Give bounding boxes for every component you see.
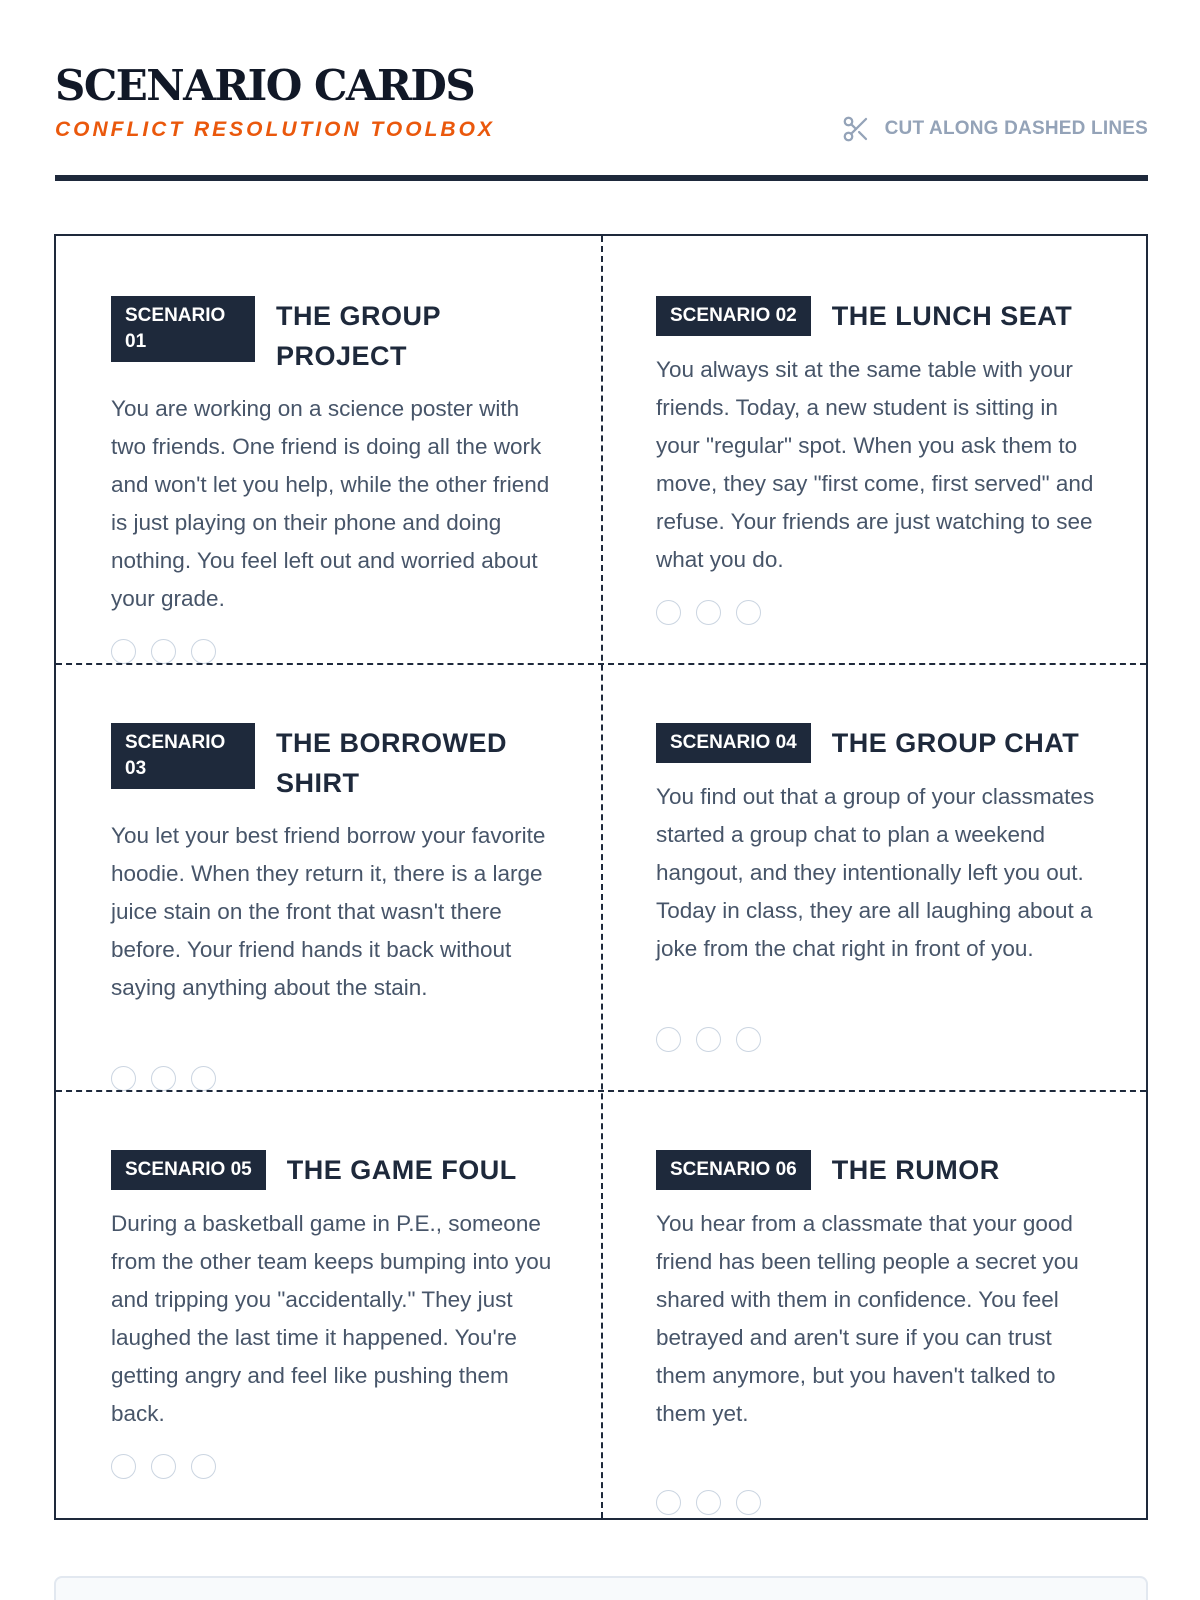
vertical-cut-line: [601, 236, 603, 1518]
card-header: [111, 296, 526, 376]
rating-circle[interactable]: [696, 1490, 721, 1515]
cut-instruction-text: CUT ALONG DASHED LINES: [884, 118, 1148, 139]
rating-circles: [111, 1066, 216, 1091]
scenario-badge: SCENARIO 02: [656, 296, 811, 336]
rating-circle[interactable]: [656, 1027, 681, 1052]
horizontal-cut-line: [56, 1090, 1146, 1092]
rating-circle[interactable]: [696, 1027, 721, 1052]
scenario-card-grid: [54, 234, 1148, 1520]
scenario-title: THE GAME FOUL: [286, 1155, 517, 1185]
scenario-text: You hear from a classmate that your good friend has been telling people a secret you shared with them in confidence. You feel betrayed and aren't sure if you can trust them anymore, but you haven't talked to them yet.: [656, 1211, 1079, 1426]
scenario-card: [601, 663, 1146, 1090]
rating-circle[interactable]: [656, 600, 681, 625]
scissors-icon: [841, 114, 871, 144]
card-header: [656, 723, 1079, 763]
page-subtitle: CONFLICT RESOLUTION TOOLBOX: [55, 118, 495, 141]
scenario-text: You find out that a group of your classmates started a group chat to plan a weekend hangout, and they intentionally left you out. Today in class, they are all laughing about a joke from the chat right in front of you.: [656, 784, 1095, 961]
rating-circle[interactable]: [111, 1454, 136, 1479]
rating-circles: [656, 600, 761, 625]
header-rule: [55, 175, 1148, 181]
scenario-badge: SCENARIO 03: [111, 723, 255, 789]
cut-instruction: [841, 114, 1148, 144]
scenario-badge: SCENARIO 06: [656, 1150, 811, 1190]
scenario-title: THE RUMOR: [831, 1155, 1000, 1185]
rating-circles: [656, 1490, 761, 1515]
scenario-card: [601, 236, 1146, 663]
scenario-title: THE GROUP CHAT: [831, 728, 1080, 758]
scenario-card: [56, 236, 601, 663]
scenario-card: [601, 1090, 1146, 1517]
rating-circle[interactable]: [736, 1027, 761, 1052]
rating-circles: [111, 1454, 216, 1479]
scenario-title: THE GROUP PROJECT: [276, 301, 441, 371]
rating-circles: [111, 639, 216, 664]
page-header: [55, 58, 1148, 181]
scenario-title: THE BORROWED SHIRT: [276, 728, 507, 798]
rating-circle[interactable]: [736, 1490, 761, 1515]
scenario-text: You always sit at the same table with your friends. Today, a new student is sitting in your "regular" spot. When you ask them to move, they say "first come, first served" and refuse. Your friends are just watching to see what you do.: [656, 357, 1094, 572]
horizontal-cut-line: [56, 663, 1146, 665]
rating-circle[interactable]: [191, 1454, 216, 1479]
scenario-text: You let your best friend borrow your favorite hoodie. When they return it, there is a large juice stain on the front that wasn't there before. Your friend hands it back without saying anything about the stain.: [111, 823, 546, 1000]
card-header: [656, 296, 1072, 336]
card-header: [656, 1150, 1000, 1190]
rating-circle[interactable]: [111, 639, 136, 664]
scenario-badge: SCENARIO 01: [111, 296, 255, 362]
scenario-text: You are working on a science poster with two friends. One friend is doing all the work and won't let you help, while the other friend is just playing on their phone and doing nothing. You feel left out and worried about your grade.: [111, 396, 550, 611]
card-header: [111, 723, 526, 803]
page-title: SCENARIO CARDS: [55, 61, 475, 110]
scenario-title: THE LUNCH SEAT: [831, 301, 1073, 331]
rating-circle[interactable]: [696, 600, 721, 625]
rating-circle[interactable]: [111, 1066, 136, 1091]
rating-circle[interactable]: [151, 1066, 176, 1091]
scenario-card: [56, 663, 601, 1090]
rating-circle[interactable]: [736, 600, 761, 625]
footer-panel: [54, 1576, 1148, 1600]
scenario-badge: SCENARIO 04: [656, 723, 811, 763]
card-header: [111, 1150, 517, 1190]
rating-circle[interactable]: [656, 1490, 681, 1515]
scenario-card: [56, 1090, 601, 1517]
rating-circle[interactable]: [191, 1066, 216, 1091]
rating-circle[interactable]: [151, 639, 176, 664]
scenario-text: During a basketball game in P.E., someone from the other team keeps bumping into you and tripping you "accidentally." They just laughed the last time it happened. You're getting angry and feel like pushing them back.: [111, 1211, 552, 1426]
rating-circles: [656, 1027, 761, 1052]
scenario-badge: SCENARIO 05: [111, 1150, 266, 1190]
rating-circle[interactable]: [151, 1454, 176, 1479]
rating-circle[interactable]: [191, 639, 216, 664]
